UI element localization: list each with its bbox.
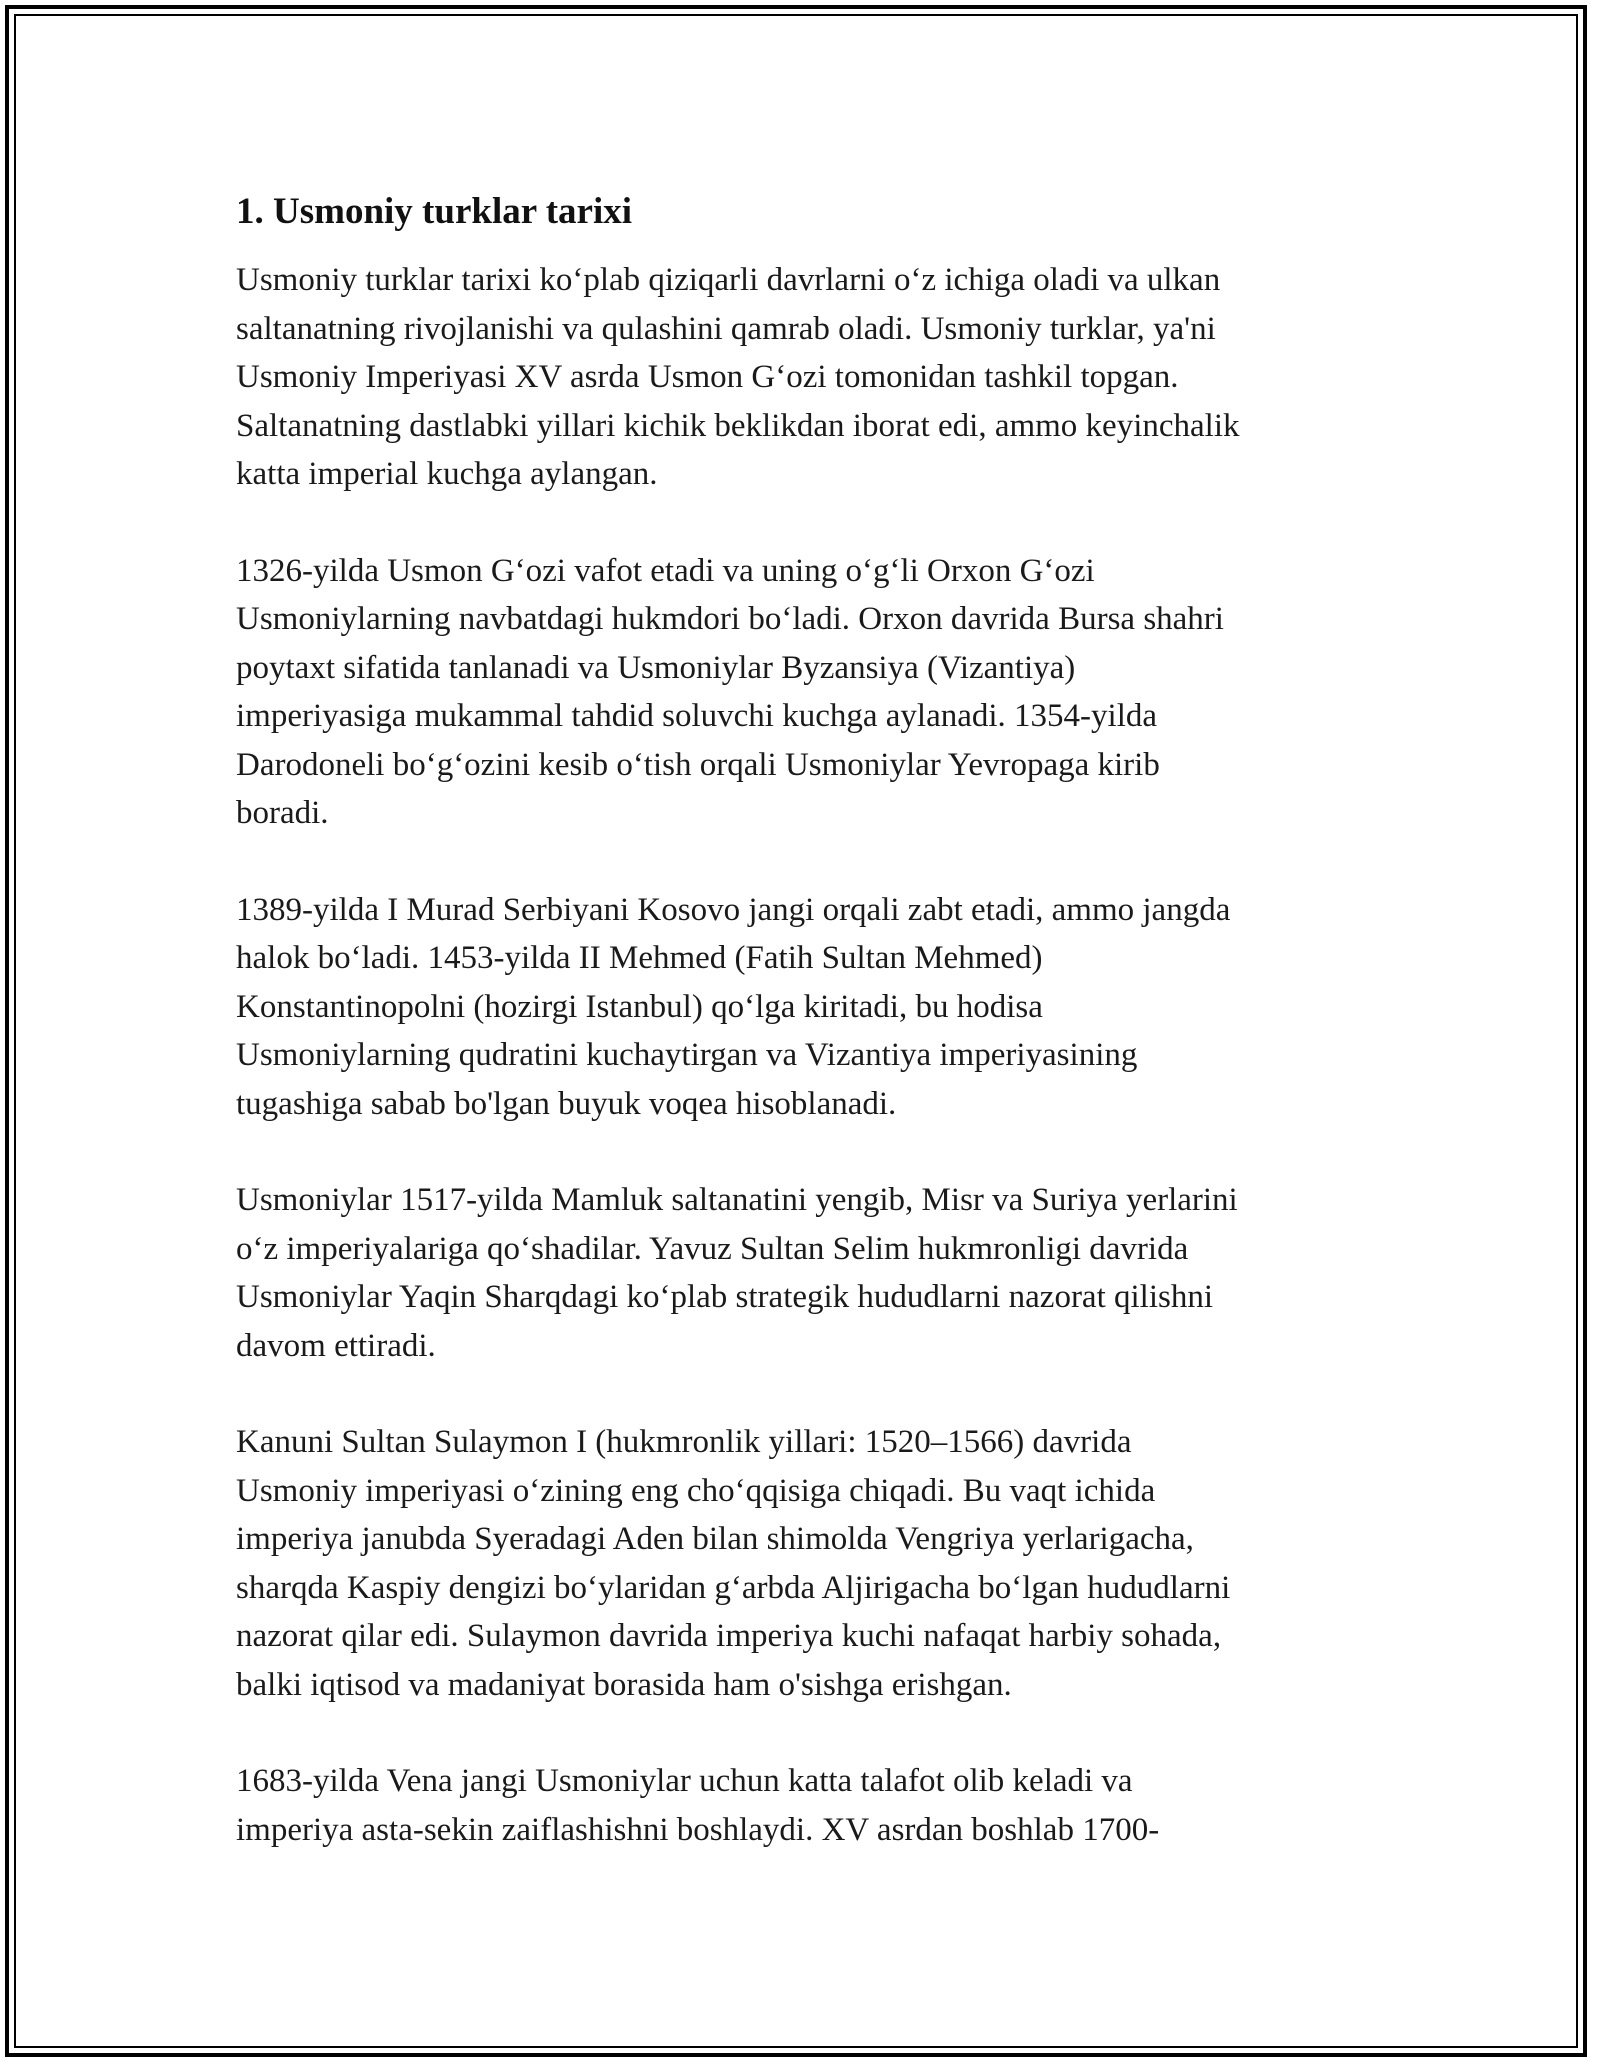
paragraph-3 (236, 886, 1366, 1129)
paragraph-line: Usmoniy turklar tarixi ko‘plab qiziqarli davrlarni o‘z ichiga oladi va ulkan (236, 262, 1221, 298)
paragraph-line: katta imperial kuchga aylangan. (236, 456, 658, 492)
paragraph-line: balki iqtisod va madaniyat borasida ham o'sishga erishgan. (236, 1666, 1012, 1703)
paragraph-line: saltanatning rivojlanishi va qulashini qamrab oladi. Usmoniy turklar, ya'ni (236, 310, 1216, 347)
paragraph-line: tugashiga sabab bo'lgan buyuk voqea hisoblanadi. (236, 1085, 897, 1122)
paragraph-line: o‘z imperiyalariga qo‘shadilar. Yavuz Sultan Selim hukmronligi davrida (236, 1230, 1189, 1267)
paragraph-line: Usmoniylar 1517-yilda Mamluk saltanatini yengib, Misr va Suriya yerlarini (236, 1182, 1238, 1218)
paragraph-line: imperiyasiga mukammal tahdid soluvchi kuchga aylanadi. 1354-yilda (236, 698, 1158, 734)
paragraph-line: imperiya asta-sekin zaiflashishni boshlaydi. XV asrdan boshlab 1700- (236, 1811, 1160, 1848)
paragraph-line: davom ettiradi. (236, 1327, 436, 1364)
paragraph-6 (236, 1757, 1366, 1854)
paragraph-line: Usmoniylarning navbatdagi hukmdori bo‘ladi. Orxon davrida Bursa shahri (236, 601, 1224, 637)
paragraph-line: Darodoneli bo‘g‘ozini kesib o‘tish orqali Usmoniylar Yevropaga kirib (236, 746, 1160, 783)
paragraph-line: halok bo‘ladi. 1453-yilda II Mehmed (Fatih Sultan Mehmed) (236, 940, 1043, 976)
paragraph-line: Usmoniylarning qudratini kuchaytirgan va Vizantiya imperiyasining (236, 1037, 1138, 1073)
paragraph-line: 1683-yilda Vena jangi Usmoniylar uchun katta talafot olib keladi va (236, 1763, 1133, 1799)
paragraph-line: sharqda Kaspiy dengizi bo‘ylaridan g‘arbda Aljirigacha bo‘lgan hududlarni (236, 1569, 1231, 1606)
paragraph-line: Usmoniy imperiyasi o‘zining eng cho‘qqisiga chiqadi. Bu vaqt ichida (236, 1472, 1156, 1509)
paragraph-line: Usmoniy Imperiyasi XV asrda Usmon G‘ozi tomonidan tashkil topgan. (236, 359, 1179, 395)
paragraph-line: Saltanatning dastlabki yillari kichik beklikdan iborat edi, ammo keyinchalik (236, 407, 1240, 444)
paragraph-4 (236, 1176, 1366, 1370)
paragraph-line: imperiya janubda Syeradagi Aden bilan shimolda Vengriya yerlarigacha, (236, 1521, 1194, 1557)
paragraph-2 (236, 547, 1366, 838)
paragraph-line: nazorat qilar edi. Sulaymon davrida imperiya kuchi nafaqat harbiy sohada, (236, 1618, 1222, 1654)
paragraph-line: Usmoniylar Yaqin Sharqdagi ko‘plab strategik hududlarni nazorat qilishni (236, 1279, 1214, 1315)
paragraph-line: 1389-yilda I Murad Serbiyani Kosovo jangi orqali zabt etadi, ammo jangda (236, 891, 1231, 928)
paragraph-line: 1326-yilda Usmon G‘ozi vafot etadi va uning o‘g‘li Orxon G‘ozi (236, 552, 1095, 589)
paragraph-1 (236, 256, 1366, 499)
paragraph-line: Konstantinopolni (hozirgi Istanbul) qo‘lga kiritadi, bu hodisa (236, 988, 1043, 1025)
page-title: 1. Usmoniy turklar tarixi (236, 191, 633, 232)
paragraph-line: boradi. (236, 795, 329, 831)
paragraph-line: poytaxt sifatida tanlanadi va Usmoniylar Byzansiya (Vizantiya) (236, 649, 1076, 686)
paragraph-line: Kanuni Sultan Sulaymon I (hukmronlik yillari: 1520–1566) davrida (236, 1424, 1132, 1460)
paragraph-5 (236, 1418, 1366, 1709)
document-body (236, 188, 1366, 1902)
